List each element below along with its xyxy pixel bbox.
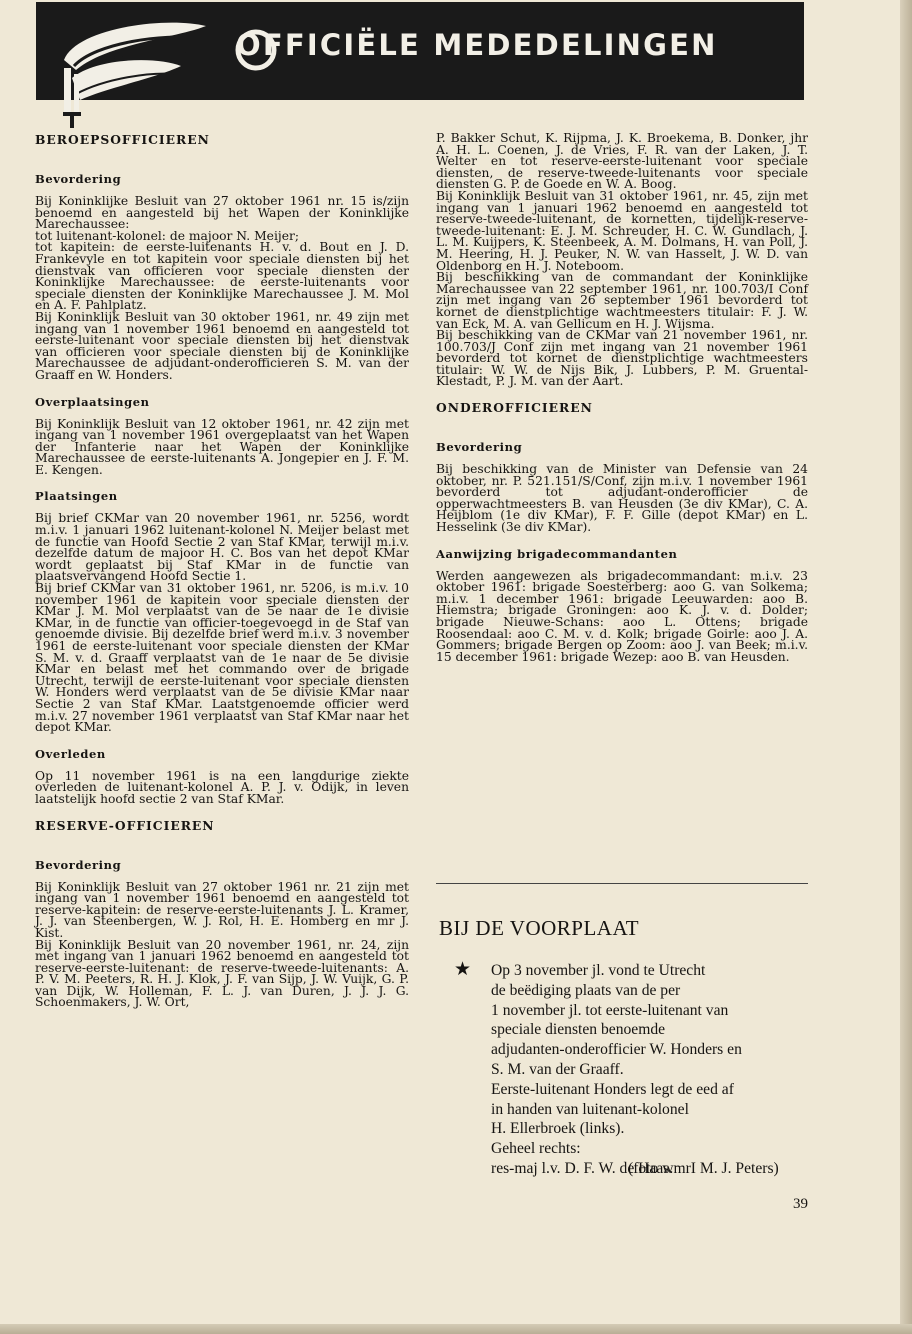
caption-line: Geheel rechts: — [491, 1140, 581, 1158]
voorplaat-heading: BIJ DE VOORPLAAT — [439, 916, 640, 940]
subsection-heading: Plaatsingen — [35, 489, 118, 504]
subsection-heading: Overplaatsingen — [35, 394, 150, 409]
paragraph: Bij Koninklijk Besluit van 12 oktober 1961, nr. 42 zijn met ingang van 1 november 1961 overgeplaatst van het Wapen der Infanterie naar het Wapen der Koninklijke Marechaussee de eerste-luitenants A. Jongepier en J. F. M. E. Kengen. — [35, 416, 409, 477]
paragraph: Bij Koninklijk Besluit van 27 oktober 1961 nr. 21 zijn met ingang van 1 november 1961 benoemd en aangesteld tot reserve-kapitein: de reserve-eerste-luitenants J. L. Kramer, J. J. van Steenbergen, W. J. Rol, H. E. Homberg en mr J. Kist. — [35, 879, 409, 940]
paragraph: Bij brief CKMar van 31 oktober 1961, nr. 5206, is m.i.v. 10 november 1961 de kapitein voor speciale diensten der KMar J. M. Mol verplaatst van de 5e naar de 1e divisie KMar, in de functie van officier-toegevoegd in de Staf van genoemde divisie. Bij dezelfde brief werd m.i.v. 3 november 1961 de eerste-luitenant voor speciale diensten der KMar S. M. v. d. Graaff verplaatst van de 1e naar de 5e divisie KMar en belast met het commando over de brigade Utrecht, terwijl de eerste-luitenant voor speciale diensten W. Honders werd verplaatst van de 5e divisie KMar naar Sectie 2 van Staf KMar. Laatstgenoemde officier werd m.i.v. 27 november 1961 verplaatst van Staf KMar naar het depot KMar. — [35, 581, 409, 735]
section-divider — [436, 883, 808, 884]
subsection-heading: Bevordering — [35, 857, 122, 872]
star-icon: ★ — [454, 958, 472, 980]
section-heading: RESERVE-OFFICIEREN — [35, 817, 215, 833]
paragraph: tot luitenant-kolonel: de majoor N. Meijer; — [35, 228, 299, 243]
paragraph: Bij brief CKMar van 20 november 1961, nr. 5256, wordt m.i.v. 1 januari 1962 luitenant-kolonel N. Meijer belast met de functie van Hoofd Sectie 2 van Staf KMar, terwijl m.i.v. dezelfde datum de majoor H. C. Bos van het depot KMar wordt geplaatst bij Staf KMar in de functie van plaatsvervangend Hoofd Sectie 1. — [35, 511, 409, 584]
paragraph: Bij Koninklijke Besluit van 27 oktober 1961 nr. 15 is/zijn benoemd en aangesteld bij het Wapen der Koninklijke Marechaussee: — [35, 194, 409, 232]
subsection-heading: Bevordering — [35, 172, 122, 186]
caption-line: in handen van luitenant-kolonel — [491, 1100, 689, 1118]
section-heading: BEROEPSOFFICIEREN — [35, 132, 210, 147]
subsection-heading: Aanwijzing brigadecommandanten — [436, 546, 678, 561]
paragraph: Bij Koninklijk Besluit van 20 november 1961, nr. 24, zijn met ingang van 1 januari 1962 benoemd en aangesteld tot reserve-eerste-luitenant: de reserve-tweede-luitenants: A. P. V. M. Peeters, R. H. J. Klok, J. F. van Sijp, J. W. Vuijk, G. P. van Dijk, W. Holleman, F. L. J. van Duren, J. J. J. G. Schoenmakers, J. W. Ort, — [35, 937, 409, 1010]
paragraph: Bij Koninklijk Besluit van 31 oktober 1961, nr. 45, zijn met ingang van 1 januari 1962 benoemd en aangesteld tot reserve-tweede-luitenant, de kornetten, tijdelijk-reserve-tweede-luitenant: E. J. M. Schreuder, H. C. W. Gundlach, J. L. M. Kuijpers, K. Steenbeek, A. M. Dolmans, H. van Poll, J. M. Heering, H. J. Peuker, N. W. van Hasselt, J. W. D. van Oldenborg en H. J. Noteboom. — [436, 188, 808, 273]
paragraph: P. Bakker Schut, K. Rijpma, J. K. Broekema, B. Donker, jhr A. H. L. Coenen, J. de Vries, F. R. van der Laken, J. T. Welter en tot reserve-eerste-luitenant voor speciale diensten, de reserve-tweede-luitenants voor speciale diensten G. P. de Goede en W. A. Boog. — [436, 131, 808, 192]
caption-line: S. M. van der Graaff. — [491, 1060, 624, 1078]
caption-line: Op 3 november jl. vond te Utrecht — [491, 962, 706, 979]
aiguillette-emblem-icon — [46, 8, 216, 128]
page-bottom-edge — [0, 1324, 912, 1334]
section-gap — [35, 382, 409, 395]
paragraph: tot kapitein: de eerste-luitenants H. v. d. Bout en J. D. Frankevyle en tot kapitein voor speciale diensten bij het dienstvak van officieren voor speciale diensten der Koninklijke Marechaussee: de eerste-luitenants voor speciale diensten der Koninklijke Marechaussee J. M. Mol en A. F. Pahlplatz. — [35, 240, 409, 313]
section-gap — [436, 534, 808, 547]
section-gap — [35, 845, 409, 858]
section-gap — [35, 476, 409, 489]
voorplaat-caption — [491, 961, 821, 1179]
section-gap — [35, 806, 409, 819]
section-gap — [35, 734, 409, 747]
section-gap — [436, 427, 808, 440]
paragraph: Bij beschikking van de commandant der Koninklijke Marechaussee van 22 september 1961, nr. 100.703/I Conf zijn met ingang van 26 september 1961 bevorderd tot kornet de dienstplichtige wachtmeesters titulair: F. J. W. van Eck, M. A. van Gellicum en H. J. Wijsma. — [436, 270, 808, 331]
left-column — [35, 133, 409, 1009]
caption-line: speciale diensten benoemde — [491, 1021, 666, 1039]
photo-credit: (foto wmrI M. J. Peters) — [628, 1160, 779, 1177]
paragraph: Op 11 november 1961 is na een langdurige ziekte overleden de luitenant-kolonel A. P. J. v. Odijk, in leven laatstelijk hoofd sectie 2 van Staf KMar. — [35, 768, 409, 806]
caption-line: Eerste-luitenant Honders legt de eed af — [491, 1080, 734, 1098]
paragraph: Bij Koninklijk Besluit van 30 oktober 1961, nr. 49 zijn met ingang van 1 november 1961 benoemd en aangesteld tot eerste-luitenant voor speciale diensten bij het dienstvak van officieren voor speciale diensten bij de Koninklijke Marechaussee de adjudant-onderofficieren S. M. van der Graaff en W. Honders. — [35, 309, 409, 382]
caption-line: adjudanten-onderofficier W. Honders en — [491, 1041, 742, 1059]
caption-line: de beëdiging plaats van de per — [491, 981, 681, 999]
caption-line: H. Ellerbroek (links). — [491, 1120, 625, 1138]
paragraph: Bij beschikking van de Minister van Defensie van 24 oktober, nr. P. 521.151/S/Conf, zijn m.i.v. 1 november 1961 bevorderd tot adjudant-onderofficier de opperwachtmeesters B. van Heusden (3e div KMar), C. A. Heijblom (1e div KMar), F. F. Gille (depot KMar) en L. Hesselink (3e div KMar). — [436, 462, 808, 535]
caption-line: res-maj l.v. D. F. W. de Haas. — [491, 1159, 674, 1177]
right-column — [436, 133, 808, 663]
paragraph: Werden aangewezen als brigadecommandant: m.i.v. 23 oktober 1961: brigade Soesterberg: aoo G. van Solkema; m.i.v. 1 december 1961: brigade Leeuwarden: aoo B. Hiemstra; brigade Groningen: aoo K. J. v. d. Dolder; brigade Nieuwe-Schans: aoo L. Ottens; brigade Roosendaal: aoo C. M. v. d. Kolk; brigade Goirle: aoo J. A. Gommers; brigade Bergen op Zoom: aoo J. van Beek; m.i.v. 15 december 1961: brigade Wezep: aoo B. van Heusden. — [436, 568, 808, 664]
section-heading: ONDEROFFICIEREN — [436, 400, 593, 416]
header-banner — [36, 2, 804, 100]
page-title: OFFICIËLE MEDEDELINGEN — [236, 28, 718, 62]
page-edge — [900, 0, 912, 1334]
page-number: 39 — [793, 1196, 808, 1212]
section-gap — [35, 159, 409, 172]
caption-line: 1 november jl. tot eerste-luitenant van — [491, 1001, 729, 1019]
paragraph: Bij beschikking van de CKMar van 21 november 1961, nr. 100.703/J Conf zijn met ingang van 21 november 1961 bevorderd tot kornet de dienstplichtige wachtmeesters titulair: W. W. de Nijs Bik, J. Lubbers, P. M. Gruental-Klestadt, P. J. M. van der Aart. — [436, 328, 808, 389]
subsection-heading: Overleden — [35, 746, 106, 761]
subsection-heading: Bevordering — [436, 440, 523, 455]
